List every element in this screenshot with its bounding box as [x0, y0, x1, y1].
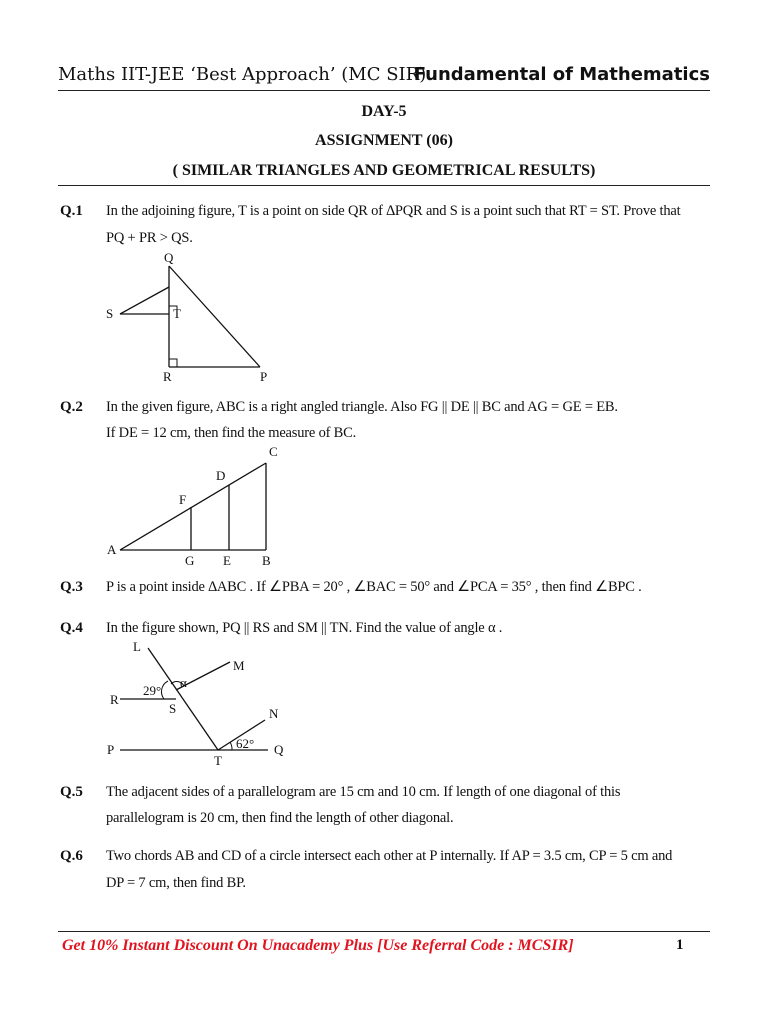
label-q: Q: [274, 742, 284, 757]
label-p: P: [260, 369, 268, 384]
footer-rule: [58, 931, 710, 932]
header-rule: [58, 90, 710, 91]
question-text: parallelogram is 20 cm, then find the length of other diagonal.: [106, 810, 454, 826]
label-t: T: [173, 306, 181, 321]
label-r: R: [163, 369, 172, 384]
label-s: S: [106, 306, 114, 321]
label-alpha: α: [180, 675, 187, 690]
label-m: M: [233, 658, 245, 673]
question-number: Q.5: [60, 784, 83, 800]
header-left: Maths IIT-JEE ‘Best Approach’ (MC SIR): [58, 64, 427, 85]
question-number: Q.4: [60, 620, 83, 636]
question-text: DP = 7 cm, then find BP.: [106, 875, 246, 891]
question-text: The adjacent sides of a parallelogram are 15 cm and 10 cm. If length of one diagonal of this: [106, 784, 621, 800]
day-title: DAY-5: [361, 103, 407, 120]
question-number: Q.6: [60, 848, 83, 864]
parallel-lines-figure: [100, 638, 300, 770]
label-d: D: [216, 468, 226, 483]
footer-promo: Get 10% Instant Discount On Unacademy Plus [Use Referral Code : MCSIR]: [62, 937, 574, 954]
label-r: R: [110, 692, 119, 707]
label-n: N: [269, 706, 279, 721]
label-62deg: 62°: [236, 736, 255, 751]
label-29deg: 29°: [143, 683, 162, 698]
page-number: 1: [676, 937, 684, 953]
label-e: E: [223, 553, 231, 568]
question-text: In the adjoining figure, T is a point on side QR of ∆PQR and S is a point such that RT = ST. Prove that: [106, 203, 681, 219]
question-number: Q.1: [60, 203, 83, 219]
question-number: Q.2: [60, 399, 83, 415]
label-b: B: [262, 553, 271, 568]
label-l: L: [133, 639, 141, 654]
label-q: Q: [164, 250, 174, 265]
question-number: Q.3: [60, 579, 83, 595]
question-text: Two chords AB and CD of a circle intersect each other at P internally. If AP = 3.5 cm, CP = 5 cm and: [106, 848, 673, 864]
label-a: A: [107, 542, 117, 557]
label-t: T: [214, 753, 222, 768]
topic-title: ( SIMILAR TRIANGLES AND GEOMETRICAL RESULTS): [172, 162, 596, 179]
right-triangle-abc-figure: [100, 442, 290, 572]
label-s: S: [169, 701, 177, 716]
question-text: In the given figure, ABC is a right angled triangle. Also FG || DE || BC and AG = GE = EB.: [106, 399, 618, 415]
label-c: C: [269, 444, 278, 459]
question-text: In the figure shown, PQ || RS and SM || TN. Find the value of angle α .: [106, 620, 503, 636]
label-p: P: [107, 742, 115, 757]
title-rule: [58, 185, 710, 186]
label-g: G: [185, 553, 195, 568]
question-text: P is a point inside ∆ABC . If ∠PBA = 20° , ∠BAC = 50° and ∠PCA = 35° , then find ∠BPC .: [106, 579, 642, 595]
label-f: F: [179, 492, 187, 507]
header-right: Fundamental of Mathematics: [413, 64, 710, 85]
assignment-title: ASSIGNMENT (06): [315, 132, 453, 149]
triangle-pqr-figure: [100, 248, 280, 388]
question-text: If DE = 12 cm, then find the measure of BC.: [106, 425, 357, 441]
question-text: PQ + PR > QS.: [106, 230, 193, 246]
